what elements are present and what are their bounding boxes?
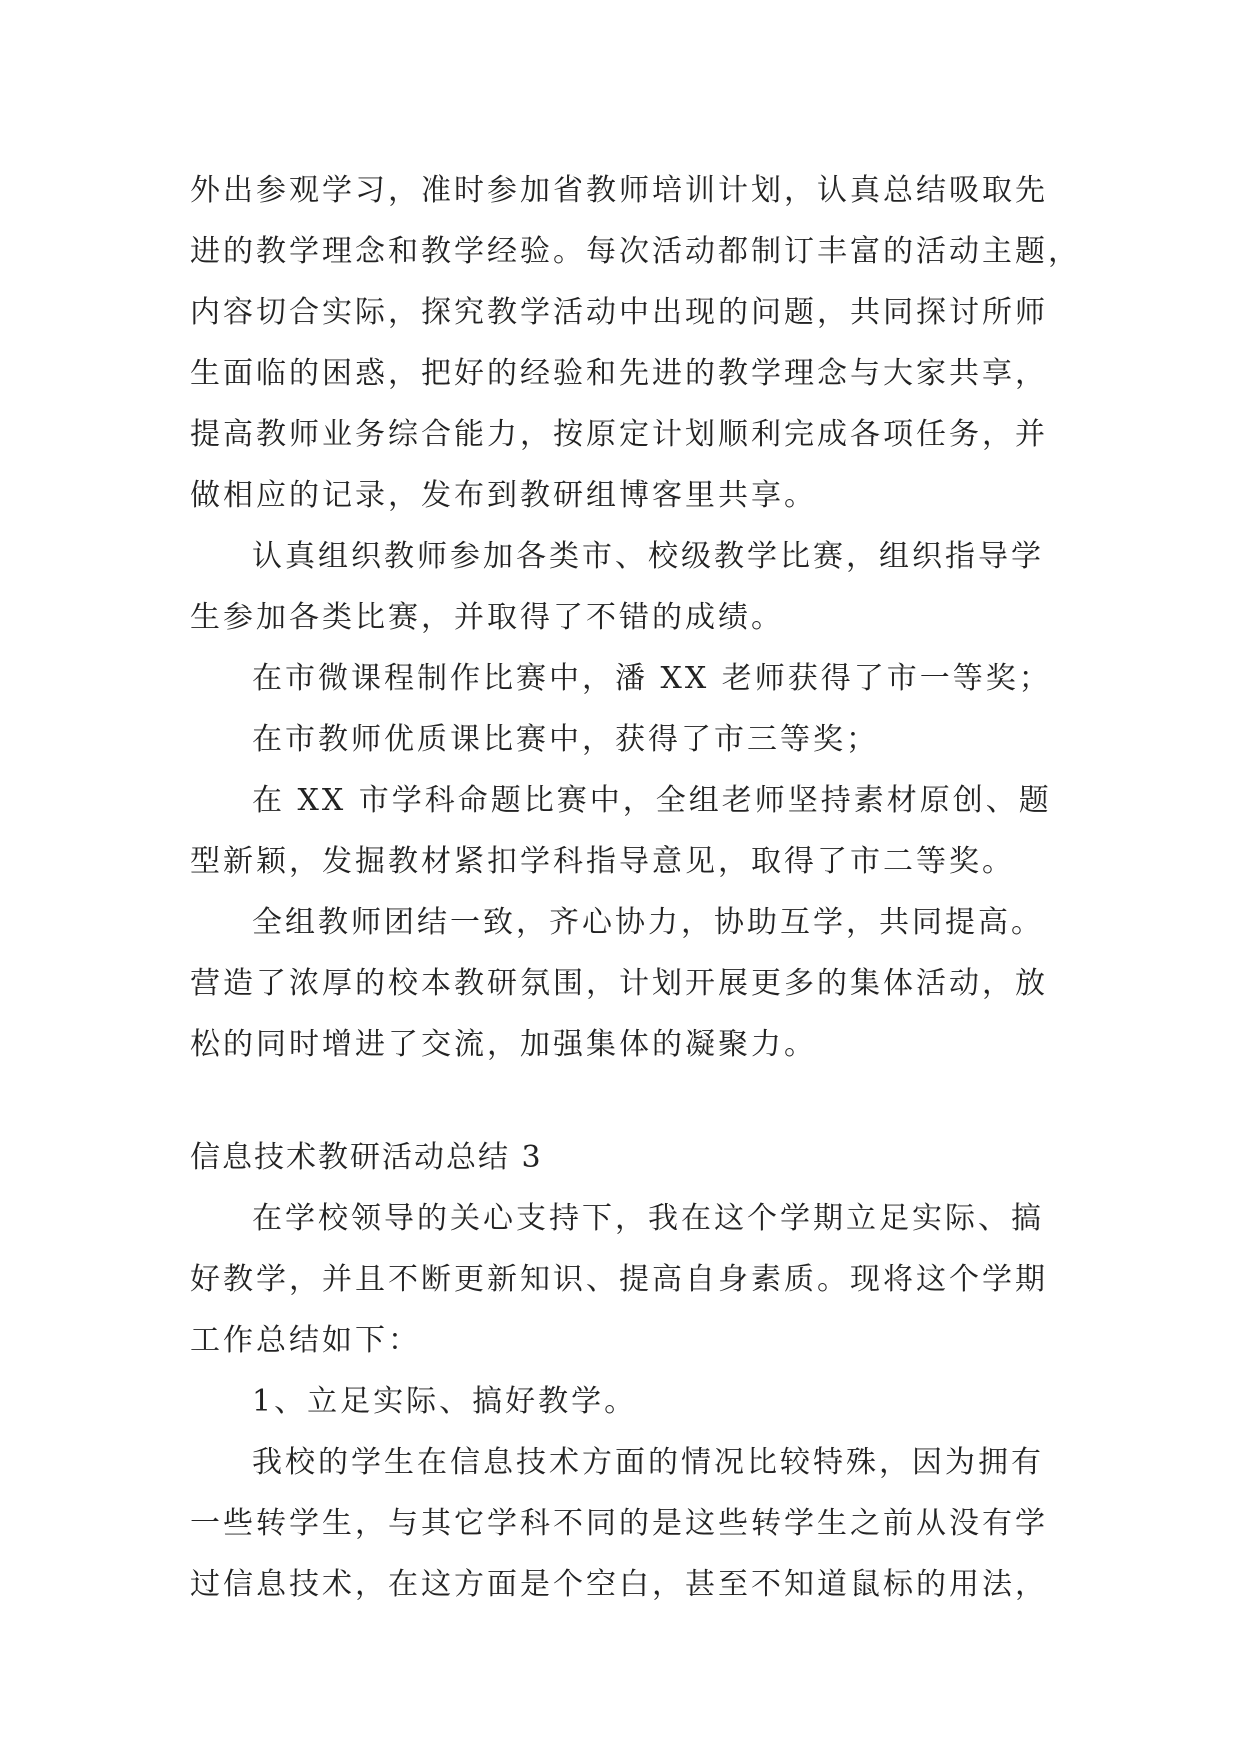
text-line: 在市教师优质课比赛中，获得了市三等奖；	[252, 722, 879, 757]
text-line: 全组教师团结一致，齐心协力，协助互学，共同提高。	[252, 905, 1044, 940]
document-body	[190, 160, 1090, 1615]
text-line: 内容切合实际，探究教学活动中出现的问题，共同探讨所师	[190, 295, 1048, 330]
paragraph	[190, 526, 1090, 648]
section-gap	[190, 1075, 1090, 1127]
text-line: 型新颖，发掘教材紧扣学科指导意见，取得了市二等奖。	[190, 844, 1015, 879]
paragraph	[190, 709, 1090, 770]
text-line: 工作总结如下：	[190, 1323, 421, 1358]
text-line: 进的教学理念和教学经验。每次活动都制订丰富的活动主题，	[190, 234, 1081, 269]
text-line: 外出参观学习，准时参加省教师培训计划，认真总结吸取先	[190, 173, 1048, 208]
text-line: 在学校领导的关心支持下，我在这个学期立足实际、搞	[252, 1201, 1044, 1236]
text-line: 生参加各类比赛，并取得了不错的成绩。	[190, 600, 784, 635]
text-line: 在 XX 市学科命题比赛中，全组老师坚持素材原创、题	[252, 783, 1052, 818]
paragraph	[190, 1188, 1090, 1371]
paragraph	[190, 648, 1090, 709]
text-line: 我校的学生在信息技术方面的情况比较特殊，因为拥有	[252, 1445, 1044, 1480]
section-title: 信息技术教研活动总结 3	[190, 1140, 543, 1175]
text-line: 提高教师业务综合能力，按原定计划顺利完成各项任务，并	[190, 417, 1048, 452]
paragraph	[190, 160, 1090, 526]
paragraph	[190, 1371, 1090, 1432]
text-line: 营造了浓厚的校本教研氛围，计划开展更多的集体活动，放	[190, 966, 1048, 1001]
text-line: 过信息技术，在这方面是个空白，甚至不知道鼠标的用法，	[190, 1567, 1048, 1602]
paragraph	[190, 1432, 1090, 1615]
text-line: 认真组织教师参加各类市、校级教学比赛，组织指导学	[252, 539, 1044, 574]
paragraph	[190, 770, 1090, 892]
text-line: 1、立足实际、搞好教学。	[252, 1384, 638, 1419]
text-line: 生面临的困惑，把好的经验和先进的教学理念与大家共享，	[190, 356, 1048, 391]
text-line: 好教学，并且不断更新知识、提高自身素质。现将这个学期	[190, 1262, 1048, 1297]
paragraph	[190, 892, 1090, 1075]
text-line: 一些转学生，与其它学科不同的是这些转学生之前从没有学	[190, 1506, 1048, 1541]
text-line: 松的同时增进了交流，加强集体的凝聚力。	[190, 1027, 817, 1062]
text-line: 在市微课程制作比赛中，潘 XX 老师获得了市一等奖；	[252, 661, 1052, 696]
text-line: 做相应的记录，发布到教研组博客里共享。	[190, 478, 817, 513]
